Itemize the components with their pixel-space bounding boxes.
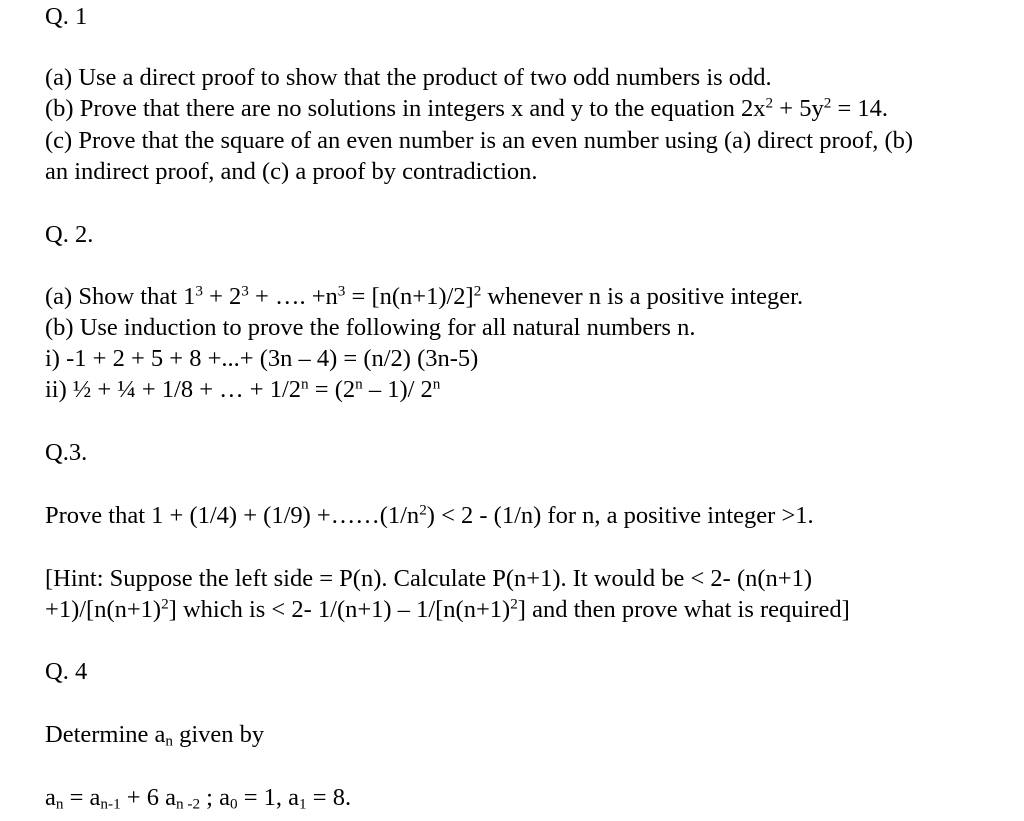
q2-heading: Q. 2. bbox=[45, 221, 94, 248]
q4-determine: Determine $a_n$ given by bbox=[45, 721, 265, 750]
q2-item-i: i) -1 + 2 + 5 + 8 +...+ (3n – 4) = (n/2) (3n-5) bbox=[45, 345, 479, 372]
q1-part-b: (b) Prove that there are no solutions in integers x and y to the equation $2x^2 + 5y^2 = 14$. bbox=[45, 94, 889, 122]
q1-part-c-line1: (c) Prove that the square of an even number is an even number using (a) direct proof, (b) bbox=[45, 127, 914, 154]
q2-part-b: (b) Use induction to prove the following for all natural numbers n. bbox=[45, 314, 696, 341]
q1-part-a: (a) Use a direct proof to show that the product of two odd numbers is odd. bbox=[45, 64, 772, 91]
q3-heading: Q.3. bbox=[45, 439, 88, 466]
q1-heading: Q. 1 bbox=[45, 3, 88, 30]
q2-part-a: (a) Show that $1^3 + 2^3$ + …. $+n^3 = [n(n+1)/2]^2$ whenever n is a positive integer. bbox=[45, 282, 804, 310]
q2-item-ii: ii) ½ + ¼ + 1/8 + … + $1/2^n = (2^n - 1)/$ 2$^n$ bbox=[45, 375, 441, 403]
q1-part-c-line2: an indirect proof, and (c) a proof by contradiction. bbox=[45, 158, 538, 185]
q3-hint-line2: $+1)/[n(n+1)^2]$ which is < 2- $1/(n+1) - 1/[n(n+1)^2]$ and then prove what is required] bbox=[45, 595, 850, 623]
q4-heading: Q. 4 bbox=[45, 658, 88, 685]
q3-statement: Prove that $1 + (1/4) + (1/9) +\dots\dots(1/n^2) < 2 - (1/n)$ for n, a positive integer >1. bbox=[45, 501, 814, 529]
q4-recurrence: $a_n = a_{n-1} + 6$ $a_{n -2}$ ; $a_0 = 1$, $a_1 = 8$. bbox=[45, 784, 352, 813]
q3-hint-line1: [Hint: Suppose the left side = P(n). Calculate P(n+1). It would be < 2- (n(n+1) bbox=[45, 565, 812, 592]
